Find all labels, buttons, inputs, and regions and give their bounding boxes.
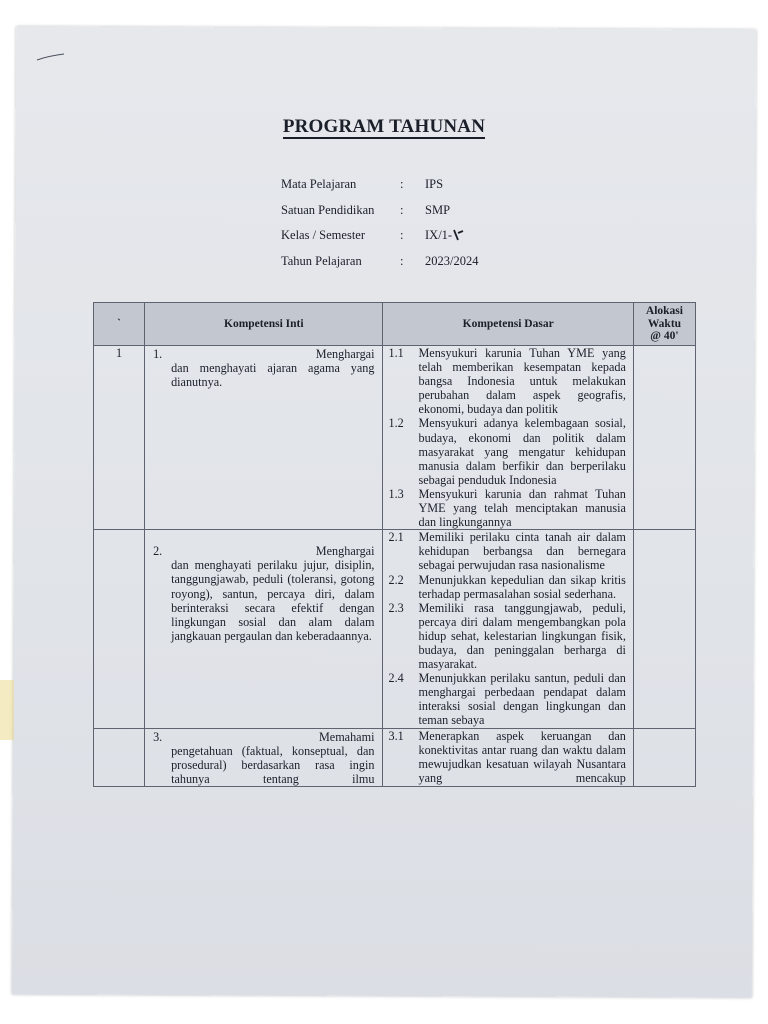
- kd-item: 1.3 Mensyukuri karunia dan rahmat Tuhan YME yang telah menciptakan manusia dan lingkungannya: [388, 486, 626, 530]
- row-number: [94, 530, 145, 728]
- alokasi-cell: [633, 728, 695, 786]
- kd-item: 3.1 Menerapkan aspek keruangan dan konektivitas antar ruang dan waktu dalam mewujudkan kesatuan wilayah Nusantara yang mencakup: [388, 728, 626, 785]
- header-kompetensi-inti: Kompetensi Inti: [145, 303, 383, 346]
- background-edge: [0, 680, 14, 740]
- table-row: [94, 346, 696, 530]
- header-kompetensi-dasar: Kompetensi Dasar: [383, 303, 633, 346]
- table-header-row: [94, 303, 696, 346]
- kompetensi-dasar-cell: [383, 728, 633, 786]
- header-alokasi-waktu: Alokasi Waktu @ 40': [633, 303, 695, 346]
- meta-row-subject: Mata Pelajaran : IPS: [281, 177, 444, 192]
- kompetensi-inti-cell: 2. Menghargai dan menghayati perilaku jujur, disiplin, tanggungjawab, peduli (toleransi, gotong royong), santun, percaya diri, dalam berinteraksi secara efektif dengan lingkungan sosial dan alam dalam jangkauan pergaulan dan keberadaannya.: [145, 530, 383, 728]
- meta-row-class-semester: Kelas / Semester : IX/1-: [281, 223, 478, 249]
- meta-row-school-year: Tahun Pelajaran : 2023/2024: [281, 253, 479, 268]
- handwritten-mark-icon: [452, 228, 464, 242]
- kd-item: 2.4 Menunjukkan perilaku santun, peduli dan menghargai perbedaan pendapat dalam interaksi sosial dengan lingkungan dan teman sebaya: [388, 671, 626, 728]
- header-no: `: [94, 303, 145, 346]
- kd-item: 1.2 Mensyukuri adanya kelembagaan sosial, budaya, ekonomi dan politik dalam masyarakat yang mengatur kehidupan manusia dalam berfikir dan berperilaku sebagai penduduk Indonesia: [388, 416, 626, 487]
- kd-item: 2.3 Memiliki rasa tanggungjawab, peduli, percaya diri dalam mengembangkan pola hidup sehat, kelestarian lingkungan fisik, budaya, dan peninggalan berharga di masyarakat.: [388, 600, 626, 672]
- kd-item: 2.2 Menunjukkan kepedulian dan sikap kritis terhadap permasalahan sosial sederhana.: [388, 572, 626, 601]
- kompetensi-inti-cell: 1. Menghargai dan menghayati ajaran agama yang dianutnya.: [145, 346, 383, 530]
- row-number: [94, 728, 145, 786]
- alokasi-cell: [633, 346, 695, 530]
- pen-mark-icon: [36, 52, 66, 62]
- kompetensi-inti-cell: 3. Memahami pengetahuan (faktual, konseptual, dan prosedural) berdasarkan rasa ingin tahunya tentang ilmu: [145, 728, 383, 786]
- competency-table: [93, 302, 696, 787]
- table-row: [94, 530, 696, 728]
- kd-item: 2.1 Memiliki perilaku cinta tanah air dalam kehidupan berbangsa dan bernegara sebagai perwujudan rasa nasionalisme: [388, 530, 626, 573]
- kompetensi-dasar-cell: [383, 346, 633, 530]
- document-title: PROGRAM TAHUNAN: [282, 116, 486, 137]
- row-number: 1: [94, 346, 145, 530]
- alokasi-cell: [633, 530, 695, 728]
- meta-row-school-level: Satuan Pendidikan : SMP: [281, 202, 451, 217]
- kompetensi-dasar-cell: [383, 530, 633, 728]
- table-row: [94, 728, 696, 786]
- document-meta: [281, 172, 478, 274]
- kd-item: 1.1 Mensyukuri karunia Tuhan YME yang telah memberikan kesempatan kepada bangsa Indonesia untuk melakukan perubahan dalam aspek geografis, ekonomi, budaya dan politik: [388, 346, 626, 417]
